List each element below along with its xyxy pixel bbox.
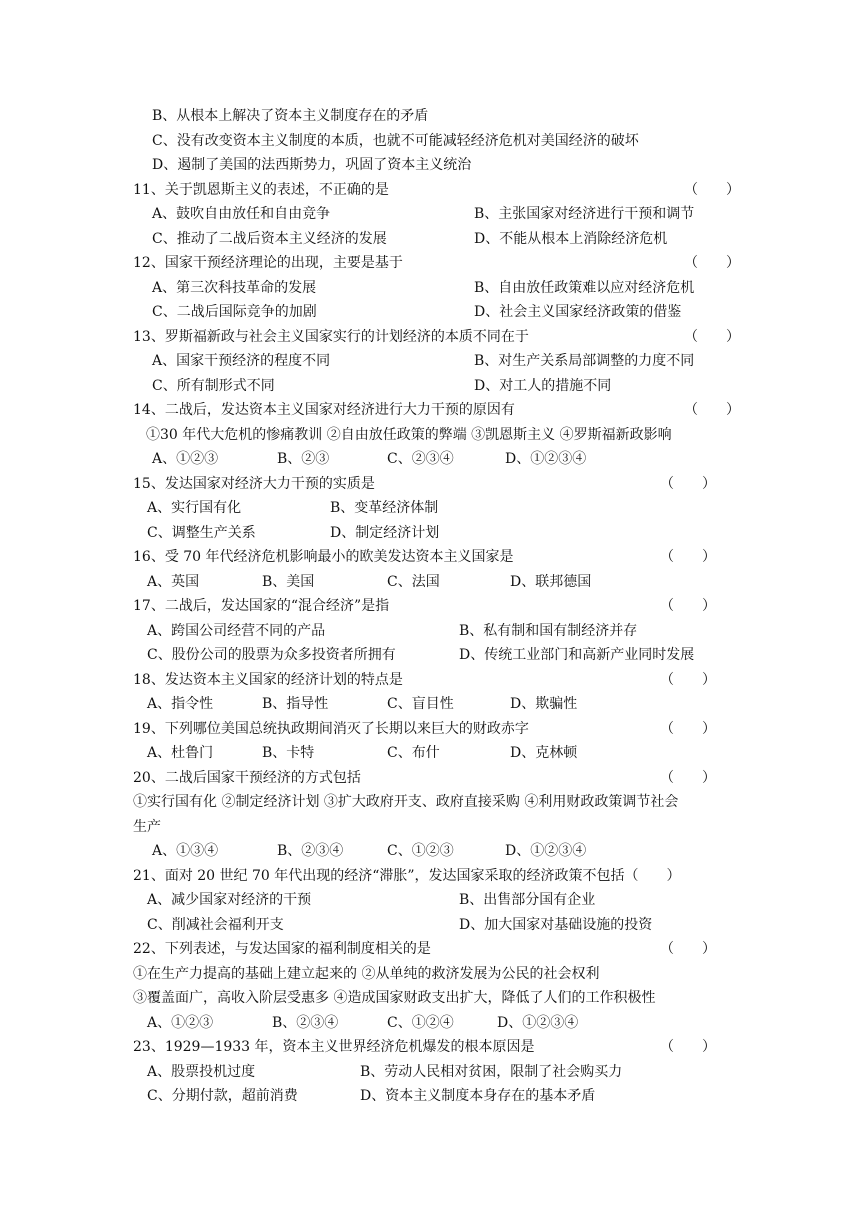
option-text: C、分期付款，超前消费	[147, 1088, 298, 1104]
question-stem: 23、1929—1933 年，资本主义世界经济危机爆发的根本原因是	[133, 1039, 535, 1055]
question-stem: 17、二战后，发达国家的“混合经济”是指	[133, 598, 390, 614]
option-text: A、鼓吹自由放任和自由竞争	[152, 206, 331, 222]
option-text: C、布什	[387, 745, 440, 761]
answer-bracket: （ ）	[684, 181, 740, 198]
option-text: C、调整生产关系	[147, 524, 256, 541]
option-text: D、欺骗性	[510, 696, 578, 712]
statement-list: ①实行国有化 ②制定经济计划 ③扩大政府开支、政府直接采购 ④利用财政政策调节社会	[133, 794, 679, 810]
option-text: D、①②③④	[505, 451, 587, 467]
option-text: A、杜鲁门	[147, 745, 214, 761]
option-text: B、私有制和国有制经济并存	[459, 622, 638, 639]
option-text: B、变革经济体制	[330, 500, 439, 516]
question-stem: 20、二战后国家干预经济的方式包括	[133, 769, 361, 786]
option-text: B、从根本上解决了资本主义制度存在的矛盾	[152, 108, 429, 124]
option-text: D、传统工业部门和高新产业同时发展	[459, 647, 695, 663]
question-stem: 22、下列表述，与发达国家的福利制度相关的是	[133, 941, 431, 957]
question-stem: 11、关于凯恩斯主义的表述，不正确的是	[133, 181, 389, 198]
answer-bracket: （ ）	[660, 671, 716, 688]
option-text: A、指令性	[147, 696, 214, 712]
option-text: C、削减社会福利开支	[147, 916, 284, 933]
option-text: D、①②③④	[497, 1014, 579, 1031]
question-stem: 16、受 70 年代经济危机影响最小的欧美发达资本主义国家是	[133, 549, 514, 565]
statement-list: ③覆盖面广，高收入阶层受惠多 ④造成国家财政支出扩大，降低了人们的工作积极性	[133, 990, 656, 1006]
answer-bracket: （ ）	[660, 598, 716, 614]
option-text: D、加大国家对基础设施的投资	[459, 916, 653, 933]
option-text: B、卡特	[262, 745, 315, 761]
question-stem: 15、发达国家对经济大力干预的实质是	[133, 475, 375, 492]
option-text: B、主张国家对经济进行干预和调节	[474, 206, 695, 222]
option-text: C、没有改变资本主义制度的本质，也就不可能减轻经济危机对美国经济的破坏	[152, 132, 639, 149]
option-text: D、资本主义制度本身存在的基本矛盾	[360, 1088, 596, 1104]
option-text: B、美国	[262, 573, 315, 590]
answer-bracket: （ ）	[660, 549, 716, 565]
answer-bracket: （ ）	[660, 769, 716, 786]
option-text: A、实行国有化	[147, 500, 242, 516]
option-text: D、不能从根本上消除经济危机	[474, 230, 668, 247]
question-stem: 19、下列哪位美国总统执政期间消灭了长期以来巨大的财政赤字	[133, 720, 529, 737]
question-stem: 12、国家干预经济理论的出现，主要是基于	[133, 255, 403, 271]
option-text: A、第三次科技革命的发展	[152, 279, 317, 296]
option-text: D、克林顿	[510, 745, 578, 761]
option-text: B、②③	[277, 451, 330, 467]
option-text: C、推动了二战后资本主义经济的发展	[152, 230, 387, 247]
option-text: D、联邦德国	[510, 573, 592, 590]
option-text: A、跨国公司经营不同的产品	[147, 622, 326, 639]
answer-bracket: （ ）	[660, 941, 716, 957]
option-text: C、①②④	[387, 1014, 454, 1031]
option-text: A、减少国家对经济的干预	[147, 892, 312, 908]
statement-list: ①在生产力提高的基础上建立起来的 ②从单纯的救济发展为公民的社会权利	[133, 965, 600, 982]
question-stem: 14、二战后，发达资本主义国家对经济进行大力干预的原因有	[133, 402, 515, 418]
option-text: D、①②③④	[505, 843, 587, 859]
option-text: A、①③④	[152, 843, 219, 859]
option-text: D、制定经济计划	[330, 524, 440, 541]
question-stem: 13、罗斯福新政与社会主义国家实行的计划经济的本质不同在于	[133, 328, 529, 345]
option-text: C、二战后国际竞争的加剧	[152, 304, 317, 320]
option-text: B、自由放任政策难以应对经济危机	[474, 279, 695, 296]
option-text: C、①②③	[387, 843, 454, 859]
option-text: D、对工人的措施不同	[474, 377, 612, 394]
question-stem: 18、发达资本主义国家的经济计划的特点是	[133, 671, 403, 688]
option-text: D、社会主义国家经济政策的借鉴	[474, 304, 682, 320]
option-text: A、英国	[147, 573, 200, 590]
option-text: B、指导性	[262, 696, 329, 712]
option-text: A、国家干预经济的程度不同	[152, 353, 331, 369]
option-text: B、出售部分国有企业	[459, 892, 596, 908]
option-text: C、所有制形式不同	[152, 377, 275, 394]
option-text: C、法国	[387, 573, 440, 590]
option-text: C、股份公司的股票为众多投资者所拥有	[147, 647, 396, 663]
question-stem: 21、面对 20 世纪 70 年代出现的经济“滞胀”，发达国家采取的经济政策不包括（ ）	[133, 867, 681, 884]
answer-bracket: （ ）	[684, 402, 740, 418]
answer-bracket: （ ）	[660, 475, 716, 492]
answer-bracket: （ ）	[684, 328, 740, 345]
option-text: D、遏制了美国的法西斯势力，巩固了资本主义统治	[152, 157, 472, 173]
option-text: B、②③④	[277, 843, 344, 859]
statement-list: ①30 年代大危机的惨痛教训 ②自由放任政策的弊端 ③凯恩斯主义 ④罗斯福新政影响	[146, 426, 672, 443]
option-text: B、②③④	[272, 1014, 339, 1031]
option-text: B、劳动人民相对贫困，限制了社会购买力	[360, 1063, 623, 1080]
statement-list: 生产	[133, 818, 161, 835]
answer-bracket: （ ）	[660, 720, 716, 737]
option-text: A、①②③	[152, 451, 219, 467]
answer-bracket: （ ）	[660, 1039, 716, 1055]
option-text: A、①②③	[147, 1014, 214, 1031]
option-text: C、②③④	[387, 451, 454, 467]
option-text: B、对生产关系局部调整的力度不同	[474, 353, 695, 369]
answer-bracket: （ ）	[684, 255, 740, 271]
option-text: A、股票投机过度	[147, 1063, 256, 1080]
option-text: C、盲目性	[387, 696, 454, 712]
